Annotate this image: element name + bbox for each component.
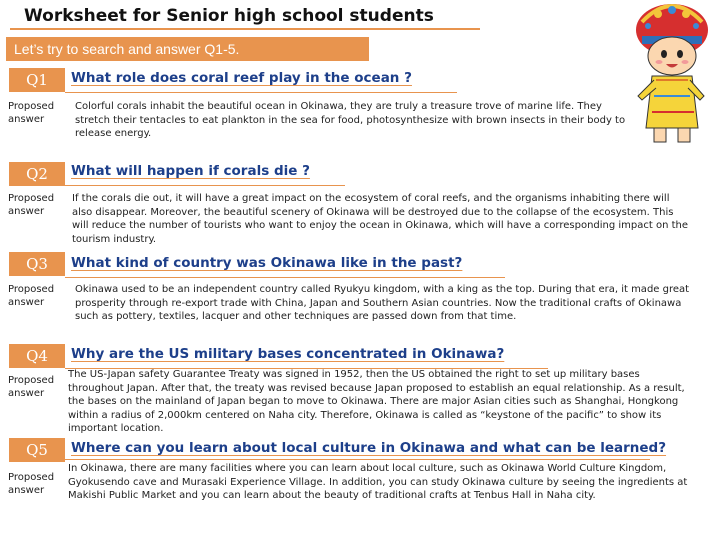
q2-answer: If the corals die out, it will have a great impact on the ecosystem of coral reefs, and the organisms inhabiting there will also disappear. Moreover, the beautiful scenery of Okinawa will be destroyed due to the collapse of the ecosystem. This will reduce the number of tourists who want to enjoy the ocean in Okinawa, which will have a corresponding impact on the tourism industry.: [72, 193, 689, 245]
q2-label: Q2: [9, 162, 65, 186]
q2-proposed-label: Proposed answer: [8, 193, 55, 217]
q1-proposed-label: Proposed answer: [8, 101, 55, 125]
q3-answer: Okinawa used to be an independent country called Ryukyu kingdom, with a king as the top. During that era, it made great prosperity through re-export trade with China, Japan and Southern Asian countries. Now the traditional crafts of Okinawa such as pottery, textiles, lacquer and other techniques are passed down from that time.: [75, 284, 690, 322]
q3-label: Q3: [9, 252, 65, 276]
q5-underline: [65, 459, 650, 460]
q3-question: What kind of country was Okinawa like in the past?: [71, 255, 463, 271]
q5-question: Where can you learn about local culture in Okinawa and what can be learned?: [71, 440, 667, 456]
q4-question: Why are the US military bases concentrated in Okinawa?: [71, 346, 505, 362]
title-underline: [10, 28, 480, 30]
q2-question: What will happen if corals die ?: [71, 163, 310, 179]
q1-label: Q1: [9, 68, 65, 92]
q4-answer: The US-Japan safety Guarantee Treaty was signed in 1952, then the US obtained the right to set up military bases throughout Japan. After that, the treaty was revised because Japan proposed to establish an equal relationship. As a result, the bases on the mainland of Japan began to move to Okinawa. There are major Asian cities such as Shanghai, Hongkong within a radius of 2,000km centered on Naha city. Therefore, Okinawa is called as “keystone of the pacific” to show its important location.: [68, 369, 685, 434]
q3-underline: [65, 277, 505, 278]
q3-proposed-label: Proposed answer: [8, 284, 55, 308]
instruction-banner: Let’s try to search and answer Q1-5.: [6, 37, 369, 61]
page-title: Worksheet for Senior high school students: [24, 6, 434, 26]
q2-underline: [65, 185, 345, 186]
q5-proposed-label: Proposed answer: [8, 472, 55, 496]
q4-label: Q4: [9, 344, 65, 368]
q1-answer: Colorful corals inhabit the beautiful ocean in Okinawa, they are truly a treasure trove of marine life. They stretch their tentacles to eat plankton in the sea for food, photosynthesize with brown insects in their body to release energy.: [75, 101, 626, 139]
q5-answer: In Okinawa, there are many facilities where you can learn about local culture, such as Okinawa World Culture Kingdom, Gyokusendo cave and Murasaki Experience Village. In addition, you can study Okinawa culture by seeing the ingredients at Makishi Public Market and you can learn about the beauty of traditional crafts at Tenbus Hall in Naha city.: [68, 463, 688, 501]
q4-proposed-label: Proposed answer: [8, 375, 55, 399]
q5-label: Q5: [9, 438, 65, 462]
q1-question: What role does coral reef play in the ocean ?: [71, 70, 412, 86]
q1-underline: [65, 92, 457, 93]
mascot-illustration: [628, 0, 714, 148]
